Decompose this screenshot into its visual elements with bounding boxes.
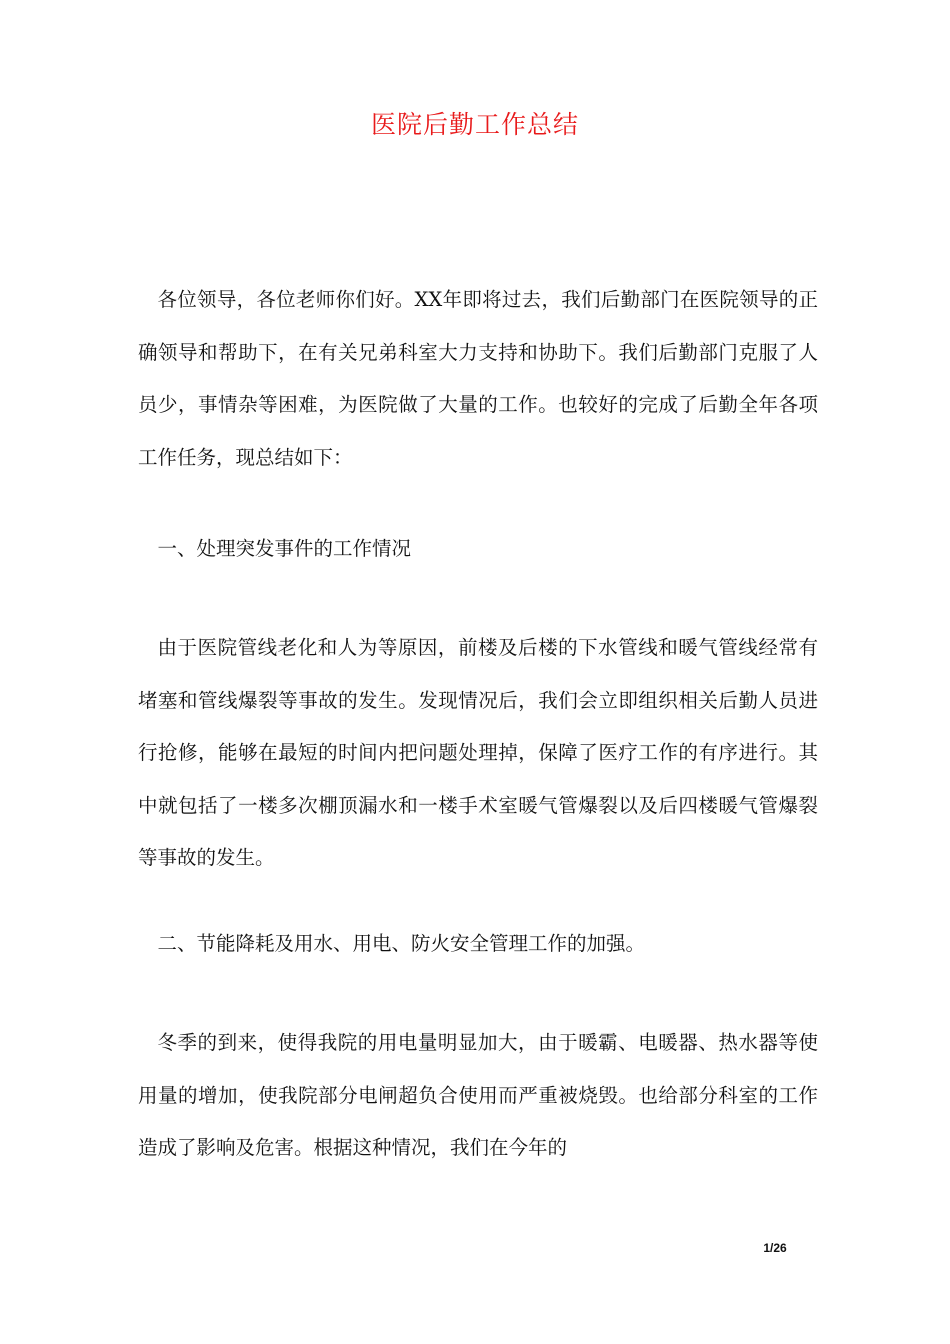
page-number: 1/26 <box>763 1241 787 1255</box>
section-heading-2: 二、节能降耗及用水、用电、防火安全管理工作的加强。 <box>157 932 646 955</box>
intro-paragraph: 各位领导，各位老师你们好。XX年即将过去，我们后勤部门在医院领导的正确领导和帮助下，在有关兄弟科室大力支持和协助下。我们后勤部门克服了人员少，事情杂等困难，为医院做了大量的工作。也较好的完成了后勤全年各项工作任务，现总结如下： <box>138 288 818 469</box>
section-body-1: 由于医院管线老化和人为等原因，前楼及后楼的下水管线和暖气管线经常有堵塞和管线爆裂等事故的发生。发现情况后，我们会立即组织相关后勤人员进行抢修，能够在最短的时间内把问题处理掉，保障了医疗工作的有序进行。其中就包括了一楼多次棚顶漏水和一楼手术室暖气管爆裂以及后四楼暖气管爆裂等事故的发生。 <box>138 636 818 869</box>
document-title: 医院后勤工作总结 <box>370 110 579 139</box>
section-heading-1: 一、处理突发事件的工作情况 <box>157 537 412 560</box>
section-body-2: 冬季的到来，使得我院的用电量明显加大，由于暖霸、电暖器、热水器等使用量的增加，使我院部分电闸超负合使用而严重被烧毁。也给部分科室的工作造成了影响及危害。根据这种情况，我们在今年的 <box>138 1031 818 1159</box>
